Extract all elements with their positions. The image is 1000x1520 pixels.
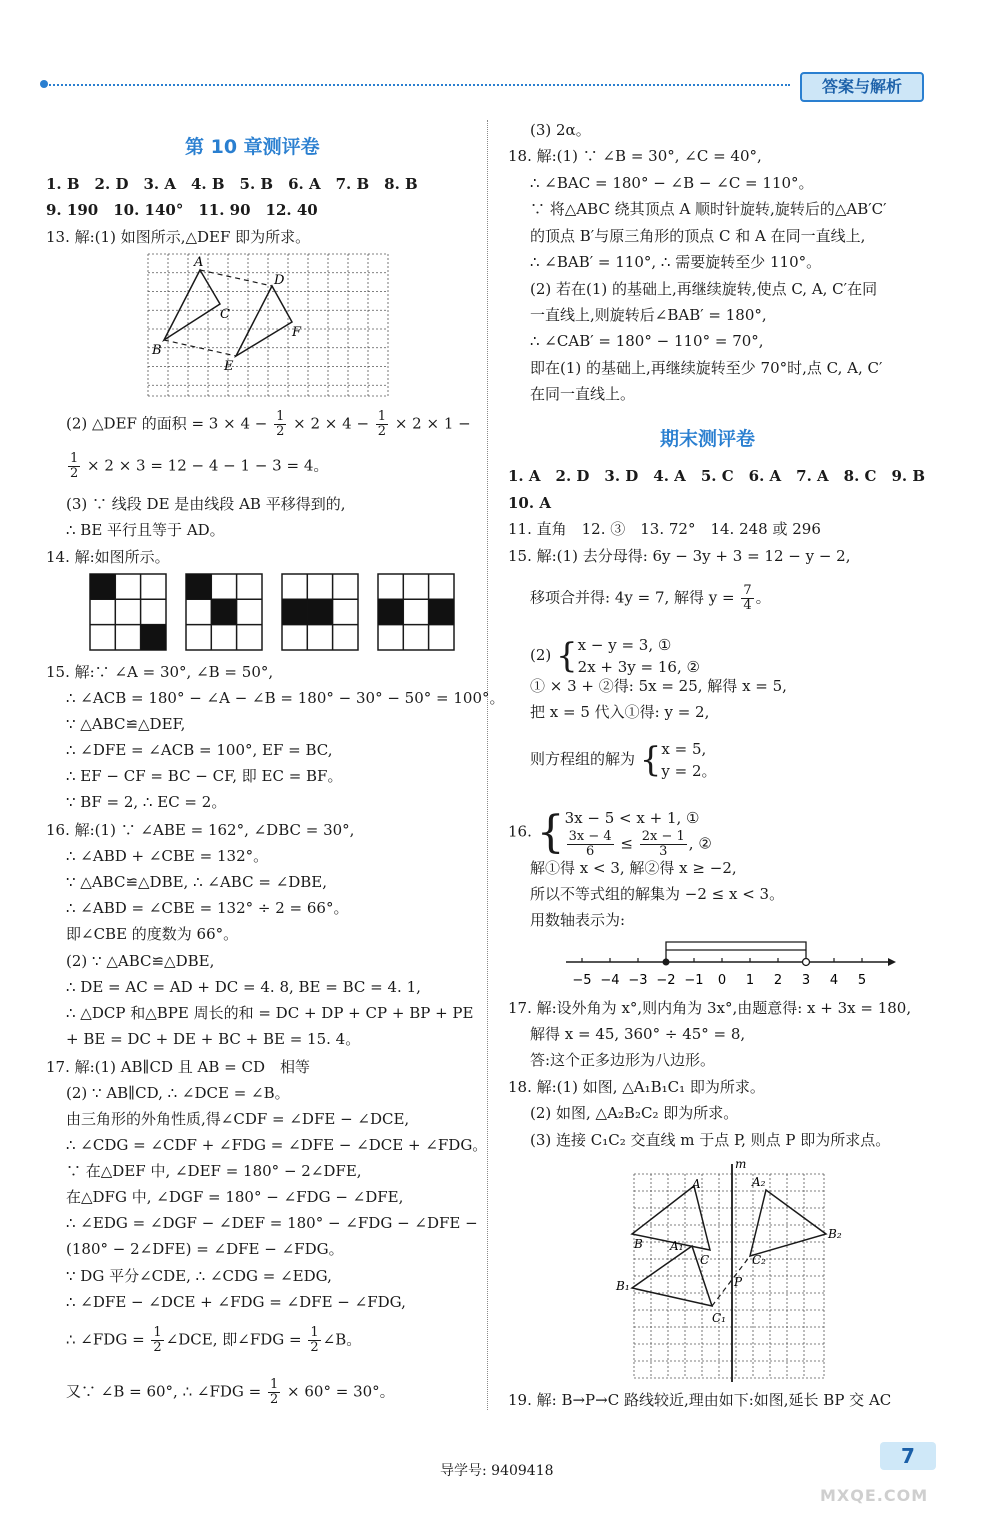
guide-code: 导学号: 9409418 (440, 1463, 554, 1479)
point-label: C (220, 307, 230, 322)
answer-line: ∵ 在△DEF 中, ∠DEF = 180° − 2∠DFE, (66, 1162, 362, 1180)
answer-line: ∵ △ABC≌△DEF, (66, 715, 186, 733)
tick-label: −1 (684, 973, 704, 988)
answer-line: ∵ △ABC≌△DBE, ∴ ∠ABC = ∠DBE, (66, 873, 328, 891)
answer-line: 19. 解: B→P→C 路线较近,理由如下:如图,延长 BP 交 AC (508, 1391, 892, 1409)
point-label: C (700, 1253, 710, 1267)
answer-line: 的顶点 B′与原三角形的顶点 C 和 A 在同一直线上, (530, 227, 866, 245)
answer-line: ∴ ∠DFE = ∠ACB = 100°, EF = BC, (66, 741, 333, 759)
answer-line: ∴ ∠ABD + ∠CBE = 132°。 (66, 847, 269, 865)
answer-line: 解①得 x < 3, 解②得 x ≥ −2, (530, 859, 737, 877)
answer-line: (2) ∵ AB∥CD, ∴ ∠DCE = ∠B。 (66, 1084, 290, 1102)
point-label: B₂ (828, 1227, 842, 1241)
answer-line: 由三角形的外角性质,得∠CDF = ∠DFE − ∠DCE, (66, 1110, 410, 1128)
answer-line: (2) 如图, △A₂B₂C₂ 即为所求。 (530, 1104, 739, 1122)
point-label: B (634, 1237, 643, 1251)
answer-line: 1. A 2. D 3. D 4. A 5. C 6. A 7. A 8. C 9. B (508, 467, 926, 485)
point-label: C₂ (752, 1253, 766, 1267)
answer-line: ∴ ∠EDG = ∠DGF − ∠DEF = 180° − ∠FDG − ∠DFE − (66, 1214, 478, 1232)
answer-line: (2) 若在(1) 的基础上,再继续旋转,使点 C, A, C′在同 (530, 280, 878, 298)
answer-line: 16. 解:(1) ∵ ∠ABE = 162°, ∠DBC = 30°, (46, 821, 355, 839)
answer-line: 解得 x = 45, 360° ÷ 45° = 8, (530, 1025, 746, 1043)
answer-line: 18. 解:(1) ∵ ∠B = 30°, ∠C = 40°, (508, 147, 762, 165)
grid-figure-13 (144, 250, 394, 400)
answer-line: 14. 解:如图所示。 (46, 548, 170, 566)
point-label: D (274, 273, 285, 288)
answer-line: 即在(1) 的基础上,再继续旋转至少 70°时,点 C, A, C′ (530, 359, 883, 377)
answer-line: 13. 解:(1) 如图所示,△DEF 即为所求。 (46, 228, 311, 246)
point-label: m (735, 1157, 747, 1171)
tick-label: −5 (572, 973, 592, 988)
answer-line: (3) ∵ 线段 DE 是由线段 AB 平移得到的, (66, 495, 346, 513)
point-label: A (692, 1177, 701, 1191)
answer-line: (3) 2α。 (530, 121, 591, 139)
point-label: E (224, 359, 234, 374)
answer-line: 9. 190 10. 140° 11. 90 12. 40 (46, 201, 318, 219)
point-label: A₂ (752, 1175, 766, 1189)
answer-line: ① × 3 + ②得: 5x = 25, 解得 x = 5, (530, 677, 787, 695)
tick-label: 1 (745, 973, 755, 988)
answer-line: 又∵ ∠B = 60°, ∴ ∠FDG = $\frac{1}{2}$ × 60° = 30°。 (66, 1377, 395, 1407)
answer-line: 17. 解:(1) AB∥CD 且 AB = CD 相等 (46, 1058, 310, 1076)
tick-label: −2 (656, 973, 676, 988)
tick-label: −4 (600, 973, 620, 988)
answer-line: 用数轴表示为: (530, 911, 626, 929)
answer-line: 移项合并得: 4y = 7, 解得 y = $\frac{7}{4}$ 。 (530, 583, 771, 613)
point-label: C₁ (712, 1311, 726, 1325)
grid-figure-18 (612, 1152, 842, 1384)
answer-line: ∴ EF − CF = BC − CF, 即 EC = BF。 (66, 767, 343, 785)
answer-line: 16. {3x − 5 < x + 1, ① $\frac{3x - 4}{6}$ ≤ $\frac{2x - 1}{3}$ , ② (508, 806, 712, 859)
answer-line: $\frac{1}{2}$ × 2 × 3 = 12 − 4 − 1 − 3 = 4。 (70, 451, 329, 481)
tick-label: 4 (829, 973, 839, 988)
answer-line: 17. 解:设外角为 x°,则内角为 3x°,由题意得: x + 3x = 180, (508, 999, 912, 1017)
answer-line: ∴ ∠FDG = $\frac{1}{2}$ ∠DCE, 即∠FDG = $\frac{1}{2}$ ∠B。 (66, 1325, 362, 1355)
chapter-title: 第 10 章测评卷 (185, 136, 320, 158)
answer-line: 答:这个正多边形为八边形。 (530, 1051, 716, 1069)
answer-line: 把 x = 5 代入①得: y = 2, (530, 703, 710, 721)
answer-line: ∴ ∠ABD = ∠CBE = 132° ÷ 2 = 66°。 (66, 899, 349, 917)
answer-line: 10. A (508, 494, 551, 512)
answer-line: ∴ DE = AC = AD + DC = 4. 8, BE = BC = 4. 1, (66, 978, 421, 996)
answer-line: ∴ ∠CAB′ = 180° − 110° = 70°, (530, 332, 764, 350)
answer-line: 在△DFG 中, ∠DGF = 180° − ∠FDG − ∠DFE, (66, 1188, 404, 1206)
answer-line: ∵ 将△ABC 绕其顶点 A 顺时针旋转,旋转后的△AB′C′ (530, 200, 887, 218)
answer-line: 1. B 2. D 3. A 4. B 5. B 6. A 7. B 8. B (46, 175, 418, 193)
point-label: F (292, 325, 302, 340)
answer-line: (2) {x − y = 3, ① 2x + 3y = 16, ② (530, 636, 700, 676)
point-label: P (734, 1275, 743, 1289)
answer-line: 一直线上,则旋转后∠BAB′ = 180°, (530, 306, 767, 324)
answer-line: ∴ ∠CDG = ∠CDF + ∠FDG = ∠DFE − ∠DCE + ∠FDG。 (66, 1136, 488, 1154)
point-label: A₁ (670, 1239, 684, 1253)
point-label: B (152, 343, 162, 358)
section-badge: 答案与解析 (800, 72, 924, 102)
answer-line: 即∠CBE 的度数为 66°。 (66, 925, 239, 943)
tick-label: −3 (628, 973, 648, 988)
answer-line: (3) 连接 C₁C₂ 交直线 m 于点 P, 则点 P 即为所求点。 (530, 1131, 891, 1149)
point-label: A (194, 255, 204, 270)
answer-line: (180° − 2∠DFE) = ∠DFE − ∠FDG。 (66, 1240, 344, 1258)
number-line-figure (560, 936, 900, 992)
answer-line: 15. 解:(1) 去分母得: 6y − 3y + 3 = 12 − y − 2, (508, 547, 851, 565)
page-number: 7 (880, 1442, 936, 1470)
answer-line: ∴ ∠DFE − ∠DCE + ∠FDG = ∠DFE − ∠FDG, (66, 1293, 406, 1311)
answer-line: 在同一直线上。 (530, 385, 636, 403)
answer-line: 则方程组的解为 {x = 5, y = 2。 (530, 740, 717, 780)
answer-line: ∴ ∠ACB = 180° − ∠A − ∠B = 180° − 30° − 50° = 100°。 (66, 689, 505, 707)
point-label: B₁ (616, 1279, 630, 1293)
tick-label: 3 (801, 973, 811, 988)
tick-label: 5 (857, 973, 867, 988)
answer-line: 所以不等式组的解集为 −2 ≤ x < 3。 (530, 885, 785, 903)
header-rule (42, 84, 790, 86)
column-divider (487, 120, 488, 1410)
grid-figure-14 (88, 572, 468, 652)
answer-line: 11. 直角 12. ③ 13. 72° 14. 248 或 296 (508, 520, 821, 538)
tick-label: 0 (717, 973, 727, 988)
tick-label: 2 (773, 973, 783, 988)
answer-line: (2) ∵ △ABC≌△DBE, (66, 952, 215, 970)
answer-line: (2) △DEF 的面积 = 3 × 4 − $\frac{1}{2}$ × 2 × 4 − $\frac{1}{2}$ × 2 × 1 − (66, 409, 471, 439)
final-exam-title: 期末测评卷 (660, 428, 756, 450)
answer-line: ∵ BF = 2, ∴ EC = 2。 (66, 793, 227, 811)
answer-line: ∴ △DCP 和△BPE 周长的和 = DC + DP + CP + BP + PE (66, 1004, 474, 1022)
answer-line: 18. 解:(1) 如图, △A₁B₁C₁ 即为所求。 (508, 1078, 765, 1096)
answer-line: ∴ BE 平行且等于 AD。 (66, 521, 225, 539)
answer-line: + BE = DC + DE + BC + BE = 15. 4。 (66, 1030, 361, 1048)
answer-line: ∴ ∠BAC = 180° − ∠B − ∠C = 110°。 (530, 174, 814, 192)
watermark: MXQE.COM (820, 1486, 929, 1505)
answer-line: ∴ ∠BAB′ = 110°, ∴ 需要旋转至少 110°。 (530, 253, 822, 271)
answer-line: 15. 解:∵ ∠A = 30°, ∠B = 50°, (46, 663, 274, 681)
answer-line: ∵ DG 平分∠CDE, ∴ ∠CDG = ∠EDG, (66, 1267, 332, 1285)
